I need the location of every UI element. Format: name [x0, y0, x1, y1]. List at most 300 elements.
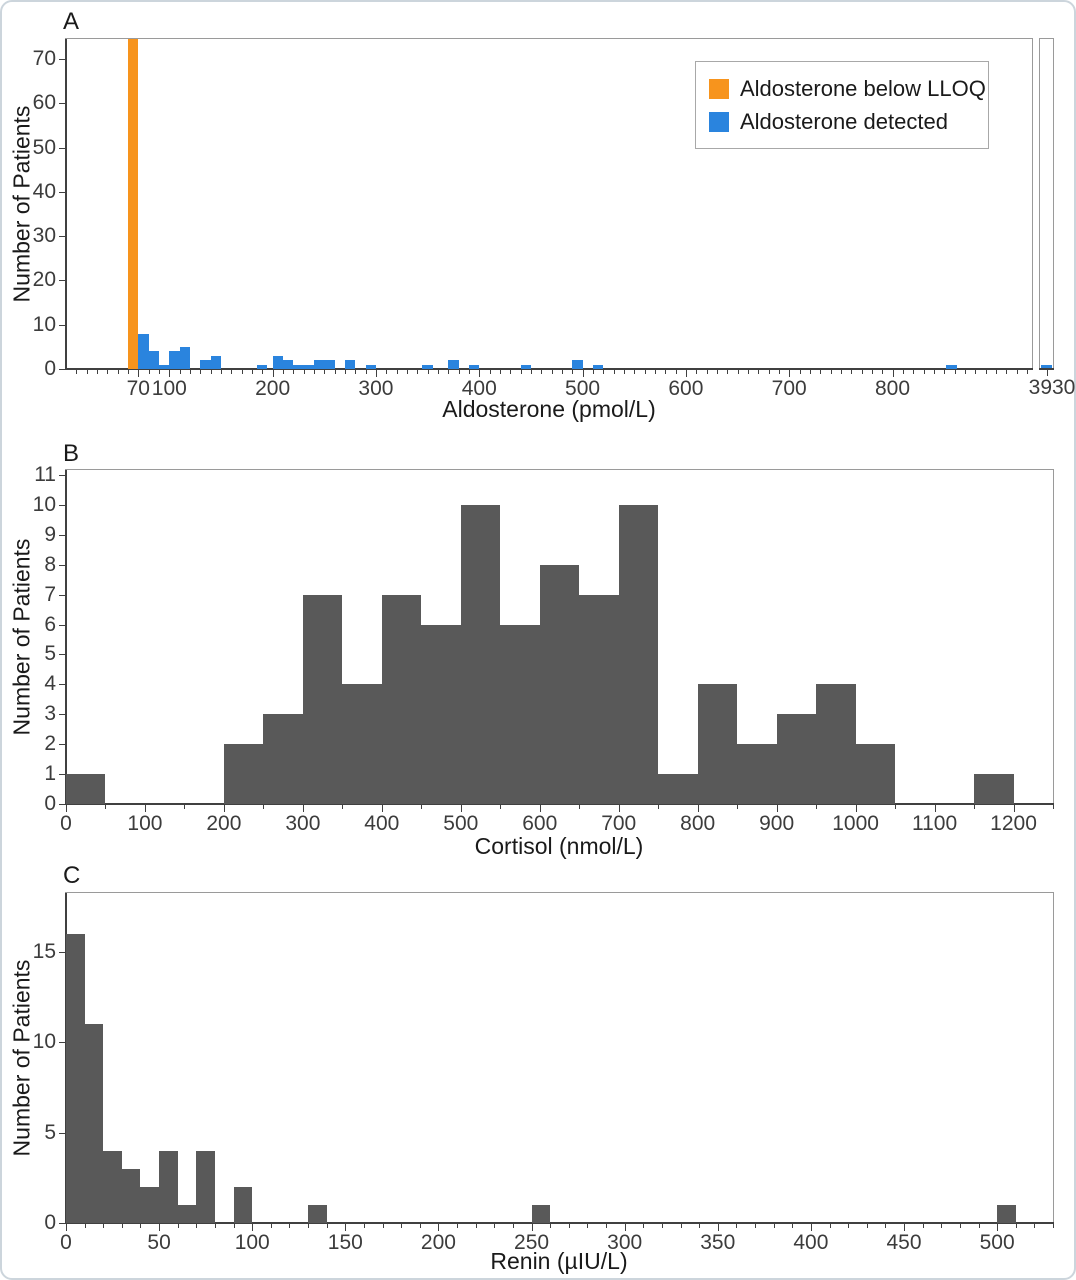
x-minor-tick [579, 804, 580, 809]
x-tick-label: 100 [127, 812, 163, 835]
histogram-bar [366, 365, 376, 369]
x-minor-tick [707, 369, 708, 374]
y-tick-label: 60 [32, 91, 56, 115]
x-minor-tick [122, 1223, 123, 1228]
x-minor-tick [401, 1223, 402, 1228]
histogram-bar [293, 365, 303, 369]
x-minor-tick [587, 1223, 588, 1228]
panel-a-axis-break-strip [1039, 38, 1054, 370]
histogram-bar [138, 334, 148, 369]
x-minor-tick [960, 1223, 961, 1228]
x-minor-tick [655, 369, 656, 374]
histogram-bar [532, 1205, 551, 1223]
x-minor-tick [696, 369, 697, 374]
x-tick-label: 300 [607, 1231, 643, 1254]
x-minor-tick [736, 1223, 737, 1228]
x-minor-tick [569, 1223, 570, 1228]
x-minor-tick [593, 369, 594, 374]
panel-c-x-axis-title: Renin (µIU/L) [490, 1248, 628, 1274]
histogram-bar [211, 356, 221, 369]
panel-a-y-axis-title: Number of Patients [8, 105, 35, 303]
histogram-bar [263, 714, 302, 804]
x-minor-tick [934, 369, 935, 374]
x-minor-tick [820, 369, 821, 374]
x-minor-tick [262, 369, 263, 374]
legend-label-below-lloq: Aldosterone below LLOQ [740, 75, 986, 101]
x-minor-tick [438, 369, 439, 374]
x-tick [138, 369, 139, 377]
x-minor-tick [841, 369, 842, 374]
x-minor-tick [459, 369, 460, 374]
x-tick-label: 700 [771, 377, 807, 400]
y-tick-label: 70 [32, 46, 56, 70]
x-tick [540, 804, 541, 812]
x-tick [619, 804, 620, 812]
x-minor-tick [190, 369, 191, 374]
x-minor-tick [758, 369, 759, 374]
y-tick-label: 5 [44, 1120, 56, 1144]
x-minor-tick [755, 1223, 756, 1228]
x-tick-label: 450 [886, 1231, 922, 1254]
x-tick-label: 250 [514, 1231, 550, 1254]
x-minor-tick [457, 1223, 458, 1228]
x-minor-tick [658, 804, 659, 809]
histogram-bar [273, 356, 283, 369]
histogram-bar [200, 360, 210, 369]
x-tick-label: 400 [793, 1231, 829, 1254]
x-minor-tick [469, 369, 470, 374]
x-minor-tick [105, 804, 106, 809]
x-minor-tick [76, 369, 77, 374]
y-tick-label: 6 [44, 612, 56, 636]
panel-a-legend [695, 61, 989, 149]
histogram-bar [283, 360, 293, 369]
x-minor-tick [924, 369, 925, 374]
y-tick [59, 804, 66, 805]
x-tick-label: 1100 [911, 812, 958, 835]
x-minor-tick [816, 804, 817, 809]
x-tick-label: 500 [979, 1231, 1015, 1254]
x-minor-tick [699, 1223, 700, 1228]
y-tick-label: 11 [34, 463, 56, 487]
x-tick [811, 1223, 812, 1231]
x-minor-tick [1006, 369, 1007, 374]
y-tick-label: 4 [44, 672, 56, 696]
histogram-bar [169, 351, 179, 369]
x-minor-tick [830, 1223, 831, 1228]
x-minor-tick [500, 804, 501, 809]
x-minor-tick [1053, 1223, 1054, 1228]
x-tick-label: 350 [700, 1231, 736, 1254]
y-tick-label: 3 [44, 702, 56, 726]
x-minor-tick [885, 1223, 886, 1228]
x-minor-tick [774, 1223, 775, 1228]
x-minor-tick [606, 1223, 607, 1228]
x-minor-tick [552, 369, 553, 374]
y-tick-label: 5 [44, 642, 56, 666]
x-tick-label: 200 [420, 1231, 456, 1254]
x-minor-tick [941, 1223, 942, 1228]
x-minor-tick [476, 1223, 477, 1228]
x-minor-tick [867, 1223, 868, 1228]
x-minor-tick [974, 804, 975, 809]
x-minor-tick [448, 369, 449, 374]
x-minor-tick [383, 1223, 384, 1228]
x-minor-tick [234, 1223, 235, 1228]
x-minor-tick [293, 369, 294, 374]
x-minor-tick [140, 1223, 141, 1228]
x-tick [479, 369, 480, 377]
histogram-bar [469, 365, 479, 369]
x-minor-tick [417, 369, 418, 374]
histogram-bar [304, 365, 314, 369]
y-tick [59, 684, 66, 685]
panel-b-letter: B [63, 440, 80, 467]
histogram-bar [856, 744, 895, 804]
histogram-bar [448, 360, 458, 369]
axis-break-tick-label: 3930 [1028, 376, 1076, 399]
x-tick-label: 100 [234, 1231, 270, 1254]
y-tick [59, 952, 66, 953]
x-minor-tick [1016, 1223, 1017, 1228]
x-minor-tick [211, 369, 212, 374]
x-minor-tick [107, 369, 108, 374]
x-minor-tick [614, 369, 615, 374]
x-minor-tick [490, 369, 491, 374]
y-tick-label: 40 [32, 179, 56, 203]
y-tick-label: 7 [44, 582, 56, 606]
x-minor-tick [421, 804, 422, 809]
x-minor-tick [200, 369, 201, 374]
histogram-bar [308, 1205, 327, 1223]
x-tick [625, 1223, 626, 1231]
legend-swatch-orange [709, 79, 729, 99]
histogram-bar [178, 1205, 197, 1223]
x-minor-tick [85, 1223, 86, 1228]
x-tick [935, 804, 936, 812]
x-minor-tick [681, 1223, 682, 1228]
histogram-bar [159, 1151, 178, 1223]
histogram-bar [421, 625, 460, 804]
x-minor-tick [103, 1223, 104, 1228]
panel-b-y-axis-line [65, 470, 67, 805]
histogram-bar [159, 365, 169, 369]
histogram-bar [777, 714, 816, 804]
x-minor-tick [97, 369, 98, 374]
panel-a-x-axis-title: Aldosterone (pmol/L) [442, 396, 656, 422]
histogram-bar [85, 1024, 104, 1223]
x-minor-tick [572, 369, 573, 374]
x-minor-tick [862, 369, 863, 374]
x-minor-tick [500, 369, 501, 374]
x-minor-tick [895, 804, 896, 809]
y-tick-label: 50 [32, 135, 56, 159]
x-tick [224, 804, 225, 812]
panel-c-y-axis-title: Number of Patients [8, 959, 35, 1157]
x-tick [1014, 804, 1015, 812]
y-tick [59, 1223, 66, 1224]
x-tick [583, 369, 584, 377]
x-minor-tick [252, 369, 253, 374]
x-minor-tick [738, 369, 739, 374]
y-tick [59, 565, 66, 566]
x-minor-tick [242, 369, 243, 374]
y-tick-label: 15 [32, 939, 56, 963]
panel-c-plot-area [32, 892, 1054, 1254]
y-tick [59, 236, 66, 237]
y-tick [59, 1042, 66, 1043]
panel-a-y-axis-line [65, 39, 67, 370]
y-tick [59, 714, 66, 715]
x-minor-tick [283, 369, 284, 374]
x-minor-tick [180, 369, 181, 374]
x-minor-tick [324, 369, 325, 374]
y-tick [59, 148, 66, 149]
x-tick [145, 804, 146, 812]
x-minor-tick [975, 369, 976, 374]
panel-b-y-axis-title: Number of Patients [8, 538, 35, 736]
histogram-bar [196, 1151, 215, 1223]
x-minor-tick [603, 369, 604, 374]
x-minor-tick [308, 1223, 309, 1228]
x-minor-tick [221, 369, 222, 374]
x-minor-tick [848, 1223, 849, 1228]
panel-c-letter: C [63, 862, 81, 889]
x-minor-tick [665, 369, 666, 374]
x-minor-tick [748, 369, 749, 374]
histogram-bar [224, 744, 263, 804]
x-minor-tick [717, 369, 718, 374]
x-minor-tick [263, 804, 264, 809]
x-minor-tick [364, 1223, 365, 1228]
x-tick [777, 804, 778, 812]
histogram-bar [997, 1205, 1016, 1223]
histogram-bar [658, 774, 697, 804]
x-minor-tick [184, 804, 185, 809]
x-minor-tick [792, 1223, 793, 1228]
x-minor-tick [397, 369, 398, 374]
x-minor-tick [215, 1223, 216, 1228]
y-tick [59, 625, 66, 626]
histogram-bar [342, 684, 381, 804]
legend-swatch-blue [709, 112, 729, 132]
x-tick [438, 1223, 439, 1231]
x-tick [893, 369, 894, 377]
x-minor-tick [128, 369, 129, 374]
y-tick-label: 30 [32, 224, 56, 248]
x-minor-tick [118, 369, 119, 374]
x-minor-tick [289, 1223, 290, 1228]
x-minor-tick [882, 369, 883, 374]
x-minor-tick [676, 369, 677, 374]
legend-row-detected [709, 109, 988, 135]
x-minor-tick [196, 1223, 197, 1228]
x-tick-label: 100 [151, 377, 187, 400]
x-tick-label: 150 [327, 1231, 363, 1254]
x-minor-tick [1017, 369, 1018, 374]
x-tick-label: 0 [60, 812, 72, 835]
x-tick-label: 500 [443, 812, 479, 835]
y-tick-label: 10 [32, 312, 56, 336]
x-tick [159, 1223, 160, 1231]
x-tick-label: 70 [126, 377, 150, 400]
histogram-bar [540, 565, 579, 804]
x-tick-label: 400 [461, 377, 497, 400]
x-minor-tick [314, 369, 315, 374]
y-tick-label: 0 [44, 1211, 56, 1234]
x-minor-tick [342, 804, 343, 809]
x-minor-tick [645, 369, 646, 374]
histogram-bar [572, 360, 582, 369]
x-minor-tick [831, 369, 832, 374]
x-minor-tick [327, 1223, 328, 1228]
x-minor-tick [810, 369, 811, 374]
y-tick [59, 505, 66, 506]
histogram-bar [257, 365, 267, 369]
x-minor-tick [955, 369, 956, 374]
y-tick [59, 103, 66, 104]
x-tick [698, 804, 699, 812]
x-minor-tick [923, 1223, 924, 1228]
y-tick [59, 774, 66, 775]
x-minor-tick [541, 369, 542, 374]
x-tick [686, 369, 687, 377]
histogram-bar [816, 684, 855, 804]
x-tick-label: 200 [206, 812, 242, 835]
x-minor-tick [562, 369, 563, 374]
x-minor-tick [335, 369, 336, 374]
y-tick-label: 20 [32, 268, 56, 292]
x-tick [376, 369, 377, 377]
x-minor-tick [87, 369, 88, 374]
x-tick-label: 800 [874, 377, 911, 400]
legend-label-detected: Aldosterone detected [740, 108, 948, 134]
x-tick-label: 50 [147, 1231, 171, 1254]
x-minor-tick [965, 369, 966, 374]
y-tick [59, 1133, 66, 1134]
x-tick-label: 1000 [832, 812, 879, 835]
histogram-bar [521, 365, 531, 369]
x-tick-label: 0 [60, 1231, 72, 1254]
panel-b-x-axis-title: Cortisol (nmol/L) [474, 833, 644, 859]
histogram-bar [422, 365, 432, 369]
x-tick-label: 200 [255, 377, 291, 400]
strip-tick [1047, 369, 1048, 376]
x-tick [904, 1223, 905, 1231]
x-tick [856, 804, 857, 812]
x-tick [382, 804, 383, 812]
x-tick-label: 500 [565, 377, 601, 400]
x-minor-tick [662, 1223, 663, 1228]
x-minor-tick [513, 1223, 514, 1228]
x-tick [532, 1223, 533, 1231]
x-minor-tick [355, 369, 356, 374]
histogram-bar [314, 360, 324, 369]
x-minor-tick [550, 1223, 551, 1228]
x-tick-label: 1200 [990, 812, 1037, 835]
y-tick [59, 744, 66, 745]
x-tick-label: 800 [680, 812, 716, 835]
y-tick [59, 280, 66, 281]
histogram-bar [234, 1187, 253, 1223]
y-tick [59, 535, 66, 536]
histogram-bar [593, 365, 603, 369]
x-minor-tick [779, 369, 780, 374]
x-minor-tick [271, 1223, 272, 1228]
y-tick [59, 475, 66, 476]
y-tick-label: 9 [44, 522, 56, 546]
histogram-bar [579, 595, 618, 804]
y-tick-label: 1 [44, 762, 56, 786]
x-minor-tick [304, 369, 305, 374]
histogram-bar [946, 365, 956, 369]
x-tick-label: 300 [358, 377, 394, 400]
histogram-bar [122, 1169, 141, 1223]
x-minor-tick [178, 1223, 179, 1228]
histogram-bar [698, 684, 737, 804]
x-minor-tick [510, 369, 511, 374]
x-minor-tick [903, 369, 904, 374]
histogram-bar [140, 1187, 159, 1223]
x-minor-tick [944, 369, 945, 374]
x-minor-tick [872, 369, 873, 374]
y-tick [59, 325, 66, 326]
x-minor-tick [407, 369, 408, 374]
histogram-bar [345, 360, 355, 369]
x-minor-tick [769, 369, 770, 374]
histogram-bar [619, 505, 658, 804]
panel-b-plot-area [32, 463, 1054, 835]
x-minor-tick [624, 369, 625, 374]
histogram-bar [66, 774, 105, 804]
histogram-bar [103, 1151, 122, 1223]
x-minor-tick [149, 369, 150, 374]
y-tick-label: 2 [44, 732, 56, 756]
histogram-bar [180, 347, 190, 369]
y-tick-label: 10 [32, 1030, 56, 1054]
y-tick-label: 10 [32, 492, 56, 516]
x-minor-tick [366, 369, 367, 374]
x-minor-tick [996, 369, 997, 374]
x-minor-tick [345, 369, 346, 374]
x-minor-tick [1034, 1223, 1035, 1228]
x-minor-tick [986, 369, 987, 374]
x-tick [461, 804, 462, 812]
x-minor-tick [494, 1223, 495, 1228]
y-tick [59, 654, 66, 655]
x-minor-tick [420, 1223, 421, 1228]
x-tick-label: 400 [364, 812, 400, 835]
y-tick-label: 8 [44, 552, 56, 576]
y-tick-label: 0 [44, 792, 56, 815]
x-tick [303, 804, 304, 812]
x-minor-tick [737, 804, 738, 809]
histogram-bar [382, 595, 421, 804]
x-tick-label: 600 [522, 812, 558, 835]
histogram-bar [128, 39, 138, 369]
x-minor-tick [521, 369, 522, 374]
x-minor-tick [643, 1223, 644, 1228]
x-minor-tick [800, 369, 801, 374]
histogram-bar [737, 744, 776, 804]
histogram-bar [303, 595, 342, 804]
x-tick-label: 900 [759, 812, 795, 835]
y-tick [59, 192, 66, 193]
histogram-bar [461, 505, 500, 804]
histogram-bar [66, 934, 85, 1223]
x-tick [169, 369, 170, 377]
x-minor-tick [231, 369, 232, 374]
